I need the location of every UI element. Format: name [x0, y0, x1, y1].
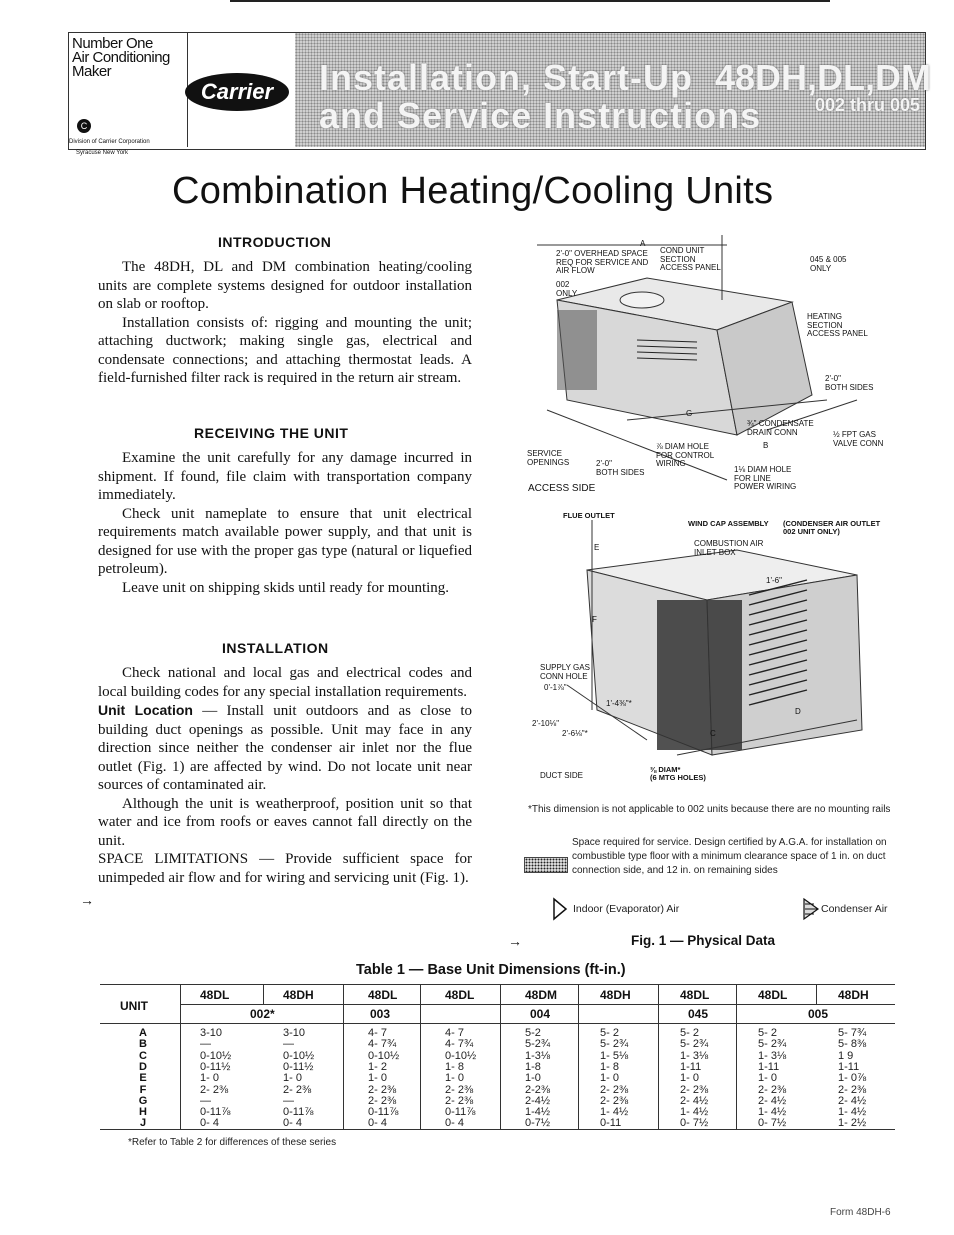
both-sides-right-label: 2'-0" BOTH SIDES	[825, 374, 874, 392]
table-cell: 1- 8	[600, 1060, 619, 1073]
both-sides-left-label: 2'-0" BOTH SIDES	[596, 459, 645, 477]
row-label: J	[139, 1117, 147, 1130]
figure-caption: Fig. 1 — Physical Data	[631, 933, 776, 948]
evaporator-coil	[657, 600, 742, 750]
receiving-paragraph-1: Examine the unit carefully for any damage incurred in shipment. If found, file claim with transportation company immediately.	[98, 450, 472, 503]
table-cell: 5-2¾	[525, 1038, 551, 1051]
table-cell: 1-11	[758, 1060, 780, 1073]
supply-gas-label: SUPPLY GAS CONN HOLE	[540, 663, 590, 681]
table-cell: 4- 7	[368, 1027, 387, 1039]
tagline-line-2: Air Conditioning	[72, 49, 170, 66]
table-cell: 2- 2⅜	[445, 1083, 474, 1096]
table-cell: 0-11	[600, 1117, 622, 1130]
indoor-air-arrow-icon	[552, 897, 568, 926]
unit-header: UNIT	[120, 999, 148, 1013]
control-wiring-label: ⅞ DIAM HOLE FOR CONTROL WIRING	[656, 442, 715, 468]
model-header: 48DL	[200, 988, 230, 1002]
dim-d-label: D	[795, 707, 801, 716]
space-limitations-paragraph	[98, 850, 472, 887]
table-cell: 1- 0	[368, 1072, 387, 1085]
table-cell: 0-11½	[283, 1060, 314, 1073]
size-header: 005	[808, 1007, 829, 1021]
table-cell: 1-4½	[525, 1106, 551, 1119]
table-cell: 0-11½	[200, 1060, 231, 1073]
fan-icon	[620, 292, 664, 308]
overhead-space-label: 2'-0" OVERHEAD SPACE REQ FOR SERVICE AND AIR FLOW	[556, 249, 649, 275]
table-cell: 3-10	[283, 1027, 306, 1039]
condenser-coil-grille	[557, 310, 597, 390]
table-cell: 1- 0	[283, 1072, 302, 1085]
change-arrow-icon-2: →	[508, 935, 522, 950]
unit-location-label: Unit Location	[98, 702, 193, 718]
table-cell: 2- 2⅜	[838, 1083, 867, 1096]
table-cell: 5- 7¾	[838, 1027, 867, 1039]
page-title: Combination Heating/Cooling Units	[172, 170, 774, 212]
table-cell: 2- 2⅜	[368, 1083, 397, 1096]
table-cell: 1-8	[525, 1060, 541, 1073]
table-cell: 5- 8⅜	[838, 1038, 867, 1051]
table-cell: 1- 8	[445, 1060, 464, 1073]
table-cell: —	[283, 1094, 294, 1107]
col-sep	[736, 984, 737, 1130]
table-cell: 1- 4½	[680, 1106, 709, 1119]
table-cell: 2- 4½	[838, 1094, 867, 1107]
dim-0-1-label: 0'-1⅞"	[544, 683, 567, 692]
dim-2-10-label: 2'-10⅛"	[532, 719, 560, 728]
table-cell: 0- 4	[283, 1117, 302, 1130]
table-cell: 1- 4½	[758, 1106, 787, 1119]
col-sep	[263, 984, 264, 1004]
wind-cap-label: WIND CAP ASSEMBLY	[688, 519, 769, 528]
model-header: 48DL	[758, 988, 788, 1002]
title-banner	[295, 33, 932, 147]
row-label: D	[139, 1060, 147, 1073]
table-cell: 2- 2⅜	[600, 1083, 629, 1096]
size-header: 004	[530, 1007, 551, 1021]
row-label: C	[139, 1049, 147, 1062]
size-header: 003	[370, 1007, 391, 1021]
header-block	[68, 32, 932, 150]
model-header: 48DL	[680, 988, 710, 1002]
table-cell: 2- 2⅜	[445, 1094, 474, 1107]
table-cell: 0-11⅞	[368, 1106, 399, 1119]
model-header: 48DM	[525, 988, 558, 1002]
table-cell: 0-10½	[368, 1049, 400, 1062]
table-cell: —	[200, 1094, 211, 1107]
table-cell: 2-4½	[525, 1094, 551, 1107]
condenser-outlet-label: (CONDENSER AIR OUTLET 002 UNIT ONLY)	[783, 519, 881, 536]
indoor-air-legend: Indoor (Evaporator) Air	[573, 903, 680, 915]
model-header: 48DH	[600, 988, 631, 1002]
duct-side-label: DUCT SIDE	[540, 771, 583, 780]
dim-b-label: B	[763, 441, 769, 450]
dim-e-label: E	[594, 543, 600, 552]
model-header: 48DL	[368, 988, 398, 1002]
model-header: 48DH	[283, 988, 314, 1002]
intro-heading: INTRODUCTION	[218, 234, 332, 250]
table-cell: 0- 4	[445, 1117, 464, 1130]
table-cell: 2- 2⅜	[758, 1083, 787, 1096]
col-sep	[343, 984, 344, 1130]
table-cell: 1 9	[838, 1049, 854, 1062]
table-cell: 0-7½	[525, 1117, 551, 1130]
table-cell: 1- 3⅛	[680, 1049, 709, 1062]
row-label: B	[139, 1038, 147, 1051]
top-rule	[230, 0, 830, 2]
table-cell: 1-11	[838, 1060, 860, 1073]
unit-location-text: — Install unit outdoors and as close to building duct openings as possible. Unit may face in any direction since neither the condenser air inlet nor the flue outlet (Fig. 1) are affected by wind. Do not locate unit near sources of contaminated air.	[98, 703, 473, 793]
carrier-logo-cell	[187, 33, 293, 147]
table-cell: 2- 2⅜	[283, 1083, 312, 1096]
table-cell: 1- 5⅛	[600, 1049, 629, 1062]
combustion-air-label: COMBUSTION AIR INLET BOX	[694, 539, 764, 557]
table-cell: 0-11⅞	[200, 1106, 231, 1119]
table-cell: 5- 2¾	[680, 1038, 709, 1051]
carrier-logo: Carrier	[185, 73, 289, 111]
table-cell: 1- 3⅛	[758, 1049, 787, 1062]
condenser-air-arrow-icon	[802, 897, 820, 926]
receiving-paragraph-3: Leave unit on shipping skids until ready for mounting.	[122, 579, 450, 596]
receiving-text	[98, 449, 472, 597]
installation-paragraph-1: Check national and local gas and electrical codes and local building codes for any special installation requirements.	[98, 665, 472, 700]
table-cell: 5- 2	[680, 1027, 699, 1039]
table-cell: 2- 2⅜	[368, 1094, 397, 1107]
dim-a-label: A	[640, 239, 646, 248]
only-045-label: 045 & 005 ONLY	[810, 255, 847, 273]
dim-g-label: G	[686, 409, 693, 418]
flue-outlet-label: FLUE OUTLET	[563, 511, 615, 520]
table-cell: 0- 7½	[758, 1117, 787, 1130]
banner-models: 48DH,DL,DM	[715, 57, 932, 98]
table-cell: 1- 2	[368, 1060, 387, 1073]
table-cell: 1- 0	[680, 1072, 699, 1085]
tagline-line-3: Maker	[72, 63, 112, 80]
table-cell: 1- 0	[600, 1072, 619, 1085]
dim-c-label: C	[710, 729, 716, 738]
col-sep	[658, 984, 659, 1130]
row-label: E	[139, 1072, 147, 1085]
banner-line-2: and Service Instructions	[319, 95, 762, 136]
table-cell: —	[283, 1038, 294, 1051]
dim-f-label: F	[592, 615, 597, 624]
table-cell: 0-10½	[283, 1049, 315, 1062]
installation-text	[98, 664, 472, 887]
cond-unit-label: COND UNIT SECTION ACCESS PANEL	[660, 246, 721, 272]
power-wiring-label: 1⅛ DIAM HOLE FOR LINE POWER WIRING	[734, 465, 797, 491]
table-cell: 0- 7½	[680, 1117, 709, 1130]
row-label: A	[139, 1027, 147, 1039]
table-cell: 4- 7¾	[368, 1038, 397, 1051]
heating-section-label: HEATING SECTION ACCESS PANEL	[807, 312, 868, 338]
model-header: 48DH	[838, 988, 869, 1002]
table-cell: 0-10½	[445, 1049, 477, 1062]
change-arrow-icon: →	[80, 894, 94, 909]
col-sep	[420, 984, 421, 1130]
table-cell: 5- 2¾	[758, 1038, 787, 1051]
banner-sizes: 002 thru 005	[815, 95, 921, 115]
col-sep	[500, 984, 501, 1130]
installation-paragraph-3: Although the unit is weatherproof, position unit so that water and ice from roofs or eaves cannot fall directly on the unit.	[98, 795, 472, 849]
installation-heading: INSTALLATION	[222, 640, 329, 656]
size-header: 045	[688, 1007, 709, 1021]
division-text: Division of Carrier Corporation	[69, 139, 150, 145]
table-cell: 4- 7	[445, 1027, 464, 1039]
receiving-heading: RECEIVING THE UNIT	[194, 425, 349, 441]
tagline	[72, 37, 182, 79]
table-cell: 5- 2¾	[600, 1038, 629, 1051]
table-cell: 1-0	[525, 1072, 541, 1085]
table-cell: —	[200, 1038, 211, 1051]
table-cell: 2- 2⅜	[200, 1083, 229, 1096]
table-cell: 2- 4½	[758, 1094, 787, 1107]
table-cell: 0- 4	[200, 1117, 219, 1130]
dimensions-table	[100, 984, 895, 1130]
space-limitations-text: — Provide sufficient space for unimpeded air flow and for wiring and servicing unit (Fig. 1).	[98, 851, 472, 886]
table-cell: 2-2⅜	[525, 1083, 551, 1096]
table-cell: 0- 4	[368, 1117, 387, 1130]
table-cell: 5- 2	[758, 1027, 777, 1039]
table-header-rule	[100, 1023, 895, 1024]
tagline-cell	[69, 33, 188, 147]
table-cell: 2- 2⅜	[680, 1083, 709, 1096]
dimension-note: *This dimension is not applicable to 002 units because there are no mounting rails	[528, 804, 891, 815]
table-footnote: *Refer to Table 2 for differences of these series	[128, 1137, 337, 1148]
table-cell: 1- 0	[445, 1072, 464, 1085]
table-cell: 0-11⅞	[283, 1106, 314, 1119]
access-side-label: ACCESS SIDE	[528, 483, 596, 494]
row-label: H	[139, 1106, 147, 1119]
row-label: G	[138, 1094, 148, 1107]
intro-paragraph-2: Installation consists of: rigging and mounting the unit; attaching ductwork; making single gas, electrical and condensate connections; and attaching thermostat leads. A field-furnished filter rack is required in the return air stream.	[98, 314, 472, 386]
space-note: Space required for service. Design certified by A.G.A. for installation on combustible type floor with a minimum clearance space of 1 in. on duct connection side, and 12 in. on remaining sides	[572, 837, 887, 876]
model-header: 48DL	[445, 988, 475, 1002]
table-cell: 1- 0	[200, 1072, 219, 1085]
table-cell: 1- 2½	[838, 1117, 867, 1130]
table-cell: 1- 0	[758, 1072, 777, 1085]
col-sep	[816, 984, 817, 1004]
carrier-badge-icon: C	[77, 119, 91, 133]
dim-1-6-label: 1'-6"	[766, 576, 782, 585]
only-002-label: 002 ONLY	[556, 280, 578, 298]
table-cell: 1-11	[680, 1060, 702, 1073]
table-cell: 1-3⅛	[525, 1049, 551, 1062]
table-cell: 5-2	[525, 1027, 541, 1039]
table-model-rule	[180, 1004, 895, 1005]
condenser-air-legend: Condenser Air	[821, 903, 888, 915]
service-openings-label: SERVICE OPENINGS	[527, 449, 570, 467]
dim-2-6-label: 2'-6⅛"*	[562, 729, 588, 738]
table-cell: 1- 0⅞	[838, 1072, 867, 1085]
table-cell: 1- 4½	[838, 1106, 867, 1119]
space-limitations-label: SPACE LIMITATIONS	[98, 851, 249, 867]
row-label: F	[139, 1083, 147, 1096]
receiving-paragraph-2: Check unit nameplate to ensure that unit electrical requirements match available power supply, and that unit is designed for use with the proper gas type (natural or liquefied petroleum).	[98, 505, 472, 577]
banner-line-1: Installation, Start-Up	[319, 57, 694, 98]
table-cell: 0-11⅞	[445, 1106, 476, 1119]
col-sep	[180, 984, 181, 1130]
col-sep	[578, 984, 579, 1130]
mtg-holes-label: ⅜ DIAM* (6 MTG HOLES)	[650, 765, 706, 782]
size-header: 002*	[250, 1007, 275, 1021]
table-cell: 0-10½	[200, 1049, 232, 1062]
table-cell: 2- 4½	[680, 1094, 709, 1107]
intro-text	[98, 258, 472, 388]
unit-location-paragraph	[98, 701, 472, 795]
intro-paragraph-1: The 48DH, DL and DM combination heating/cooling units are complete systems designed for outdoor installation on slab or rooftop.	[98, 259, 472, 312]
service-space-swatch-icon	[524, 857, 568, 873]
table-title: Table 1 — Base Unit Dimensions (ft-in.)	[356, 962, 626, 978]
fpt-gas-label: ½ FPT GAS VALVE CONN	[833, 430, 884, 448]
tagline-line-1: Number One	[72, 35, 153, 52]
table-cell: 2- 2⅜	[600, 1094, 629, 1107]
table-cell: 4- 7¾	[445, 1038, 474, 1051]
table-top-rule	[100, 984, 895, 985]
form-number: Form 48DH-6	[830, 1207, 891, 1218]
table-cell: 1- 4½	[600, 1106, 629, 1119]
location-text: Syracuse New York	[76, 150, 129, 156]
dim-1-4-label: 1'-4⅜"*	[606, 699, 632, 708]
table-cell: 3-10	[200, 1027, 223, 1039]
table-cell: 5- 2	[600, 1027, 619, 1039]
condensate-label: ¾" CONDENSATE DRAIN CONN	[747, 419, 814, 437]
